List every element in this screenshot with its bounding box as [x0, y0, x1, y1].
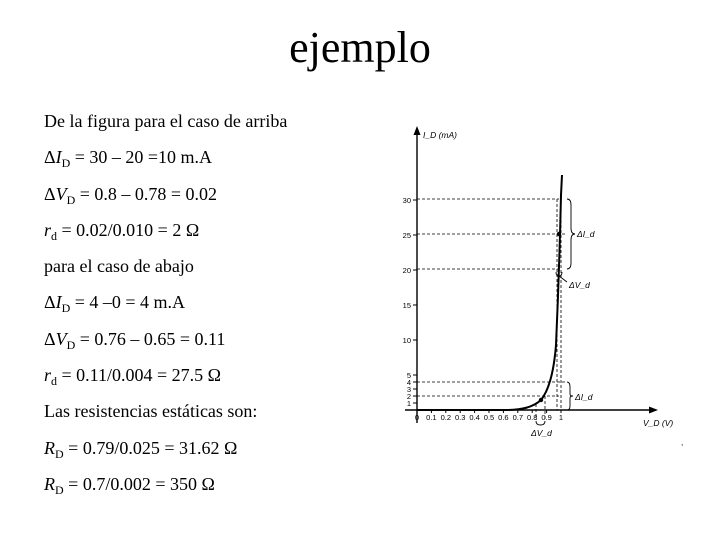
y-axis-arrow [414, 126, 421, 135]
y-tick-label: 5 [406, 371, 411, 380]
brace-delta-id-upper [567, 199, 575, 269]
equation-line: $r_d = 0.11/0.004 = 27.5$ Ω [44, 365, 222, 389]
brace-delta-id-lower [567, 382, 573, 410]
text-line: De la figura para el caso de arriba [44, 111, 288, 131]
x-tick-label: 0.7 [512, 413, 524, 422]
equation-line: $R_D = 0.7/0.002 = 350$ Ω [44, 473, 215, 497]
equation-line: $R_D = 0.79/0.025 = 31.62$ Ω [44, 437, 238, 461]
y-tick-label: 10 [402, 336, 411, 345]
q-point-lower [539, 398, 543, 402]
equation-line: $r_d = 0.02/0.010 = 2$ Ω [44, 219, 200, 243]
equation-line: $\Delta V_D = 0.8 - 0.78 = 0.02$ [44, 183, 218, 207]
equation-line: $\Delta I_D = 4$ –0 = 4 m.A [44, 292, 186, 316]
x-tick-label: 0.8 [526, 413, 538, 422]
x-tick-label: 0.9 [541, 413, 552, 422]
delta-vd-lower-label: ΔV_d [531, 428, 552, 438]
x-axis-arrow [649, 407, 658, 414]
x-ticks [415, 410, 563, 422]
diode-characteristic-figure [395, 120, 695, 460]
leader-delta-vd-upper [559, 276, 567, 282]
y-tick-label: 2 [406, 392, 411, 401]
equation-line: $\Delta V_D = 0.76 - 0.65 = 0.11$ [44, 328, 226, 352]
x-tick-label: 0.3 [454, 413, 466, 422]
text-line: para el caso de abajo [44, 256, 194, 277]
text-line: Las resistencias estáticas son: [44, 401, 258, 422]
equation-line: $\Delta I_D = 30 - 20 =10$ m.A [44, 147, 213, 171]
x-tick-label: 0 [414, 413, 420, 422]
y-ticks [403, 196, 417, 408]
x-tick-label: 0.2 [440, 413, 452, 422]
y-tick-label: 15 [402, 301, 411, 310]
x-axis-label: V_D (V) [643, 418, 674, 428]
y-tick-label: 30 [402, 196, 411, 205]
y-tick-label: 25 [402, 231, 411, 240]
x-tick-label: 1 [558, 413, 564, 422]
y-tick-label: 3 [406, 385, 411, 394]
y-axis-label: I_D (mA) [423, 130, 457, 140]
delta-vd-upper-label: ΔV_d [569, 280, 590, 290]
stray-mark: , [681, 438, 684, 447]
x-tick-label: 0.4 [469, 413, 480, 422]
y-tick-label: 20 [402, 266, 411, 275]
x-tick-label: 0.1 [426, 413, 437, 422]
text-block [44, 110, 384, 509]
y-tick-label: 4 [406, 378, 411, 387]
x-tick-label: 0.5 [483, 413, 495, 422]
q-point-upper [557, 232, 561, 236]
delta-id-upper-label: ΔI_d [577, 229, 595, 239]
diode-curve [417, 175, 562, 410]
x-tick-label: 0.6 [498, 413, 509, 422]
diode-curve-graph [395, 120, 695, 460]
y-tick-label: 1 [406, 399, 411, 408]
delta-id-lower-label: ΔI_d [575, 392, 593, 402]
slide-title: ejemplo [289, 23, 431, 72]
